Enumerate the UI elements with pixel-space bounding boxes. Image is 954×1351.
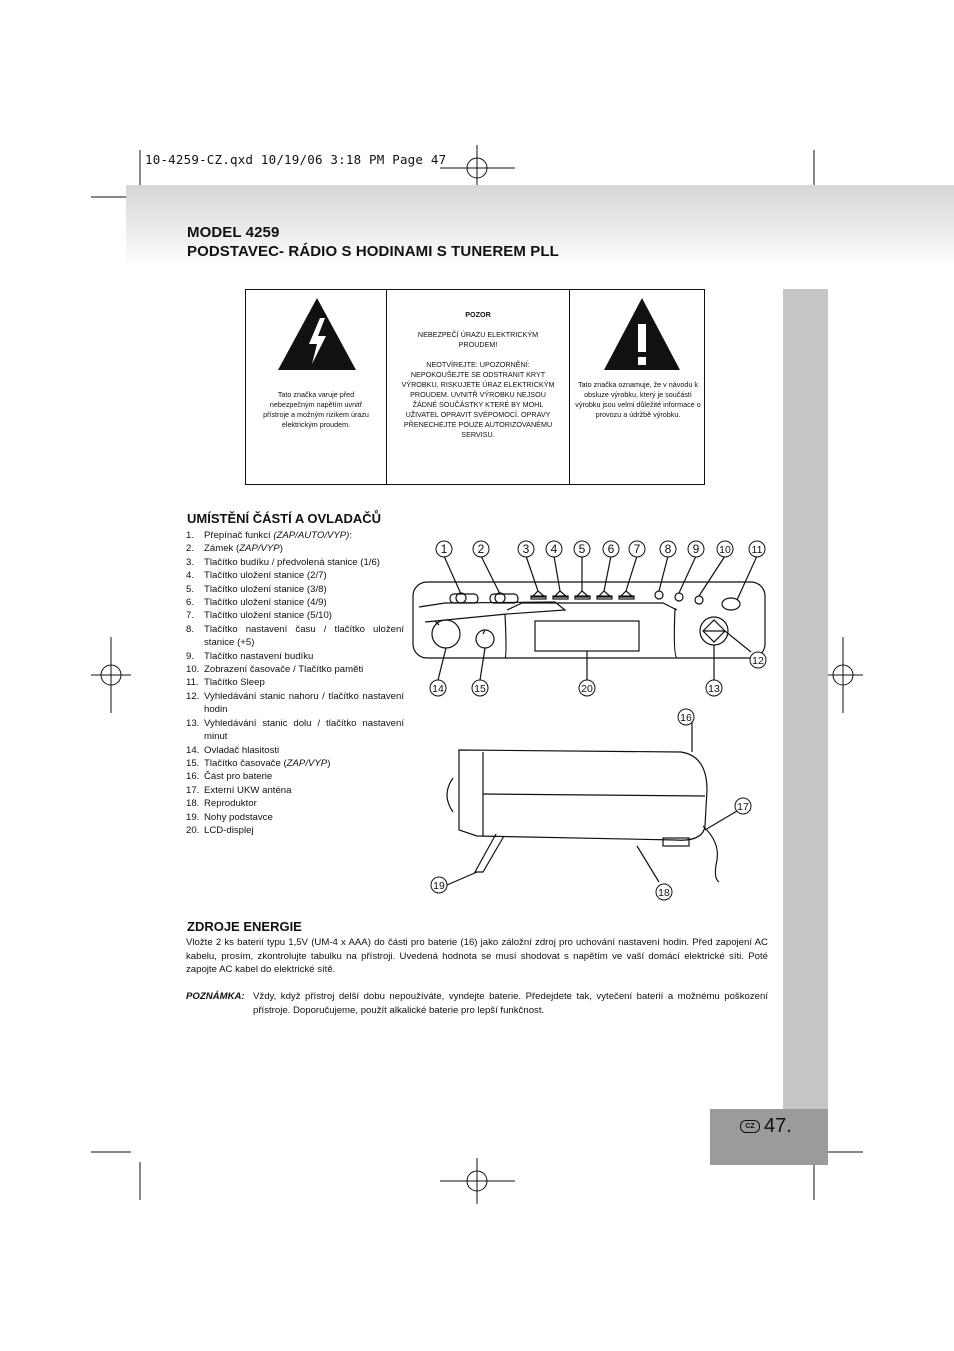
side-knob [447, 778, 453, 812]
list-item: 18. Reproduktor [186, 798, 257, 810]
list-item: 17. Externí UKW anténa [186, 784, 292, 796]
callout-label: 11 [751, 544, 763, 556]
list-item: 7. Tlačítko uložení stanice (5/10) [186, 610, 332, 622]
list-item-number: 11. [186, 677, 199, 689]
note-text: Vždy, když přístroj delší dobu nepoužíváte, vyndejte baterie. Předejdete tak, vytečení baterií a možnému poškození přístroje. Doporučujeme, použít alkalické baterie pro lepší funkčnost. [253, 991, 768, 1016]
file-slug: 10-4259-CZ.qxd 10/19/06 3:18 PM Page 47 [145, 152, 447, 167]
stand-leg [475, 834, 504, 872]
exclamation-triangle-icon [602, 296, 682, 372]
list-item: 4. Tlačítko uložení stanice (2/7) [186, 570, 327, 582]
list-item: 13. Vyhledávání stanic dolu / tlačítko nastavení minut [186, 717, 404, 743]
power-text: Vložte 2 ks baterií typu 1,5V (UM-4 x AAA) do části pro baterie (16) jako záložní zdroj pro uchování nastavení hodin. Před zapojení AC kabelu, prosím, zkontrolujte tabulku na přístroji. Uvedená hodnota se musí shodovat s napětím ve vaší domácí elektrické síti. Poté zapojte AC kabel do elektrické sítě. [186, 937, 768, 975]
timer-knob [476, 630, 494, 648]
callout-group [430, 541, 766, 900]
list-item-number: 9. [186, 650, 195, 662]
language-badge: CZ [740, 1120, 760, 1133]
shock-warning-text: Tato značka varuje před nebezpečným napětím uvnitř přístroje a možným rizikem úrazu elektrickým proudem. [263, 390, 369, 429]
attention-cell [570, 290, 705, 484]
shock-warning-cell [246, 290, 386, 484]
callout-label: 19 [433, 880, 445, 892]
radio-diagram [405, 530, 775, 908]
callout-label: 17 [737, 801, 749, 813]
callout-label: 15 [474, 683, 486, 695]
note-label: POZNÁMKA: [186, 991, 245, 1002]
list-item-number: 19. [186, 811, 200, 823]
callout-label: 7 [633, 542, 641, 556]
callout-label: 18 [658, 887, 670, 899]
attention-text: Tato značka oznamuje, že v návodu k obsluze výrobku, který je součástí výrobku jsou velmi důležité informace o provozu a údržbě výrobku. [575, 380, 701, 419]
callout-label: 4 [550, 542, 558, 556]
list-item: 20. LCD-displej [186, 824, 254, 836]
list-item-number: 8. [186, 623, 195, 635]
list-item-number: 5. [186, 583, 195, 595]
callout-label: 8 [664, 542, 672, 556]
list-item: 19. Nohy podstavce [186, 811, 273, 823]
callout-label: 12 [752, 655, 764, 667]
callout-label: 20 [581, 683, 593, 695]
list-item-number: 4. [186, 570, 195, 582]
callout-label: 6 [607, 542, 615, 556]
list-item-number: 14. [186, 744, 200, 756]
list-item: 11. Tlačítko Sleep [186, 677, 265, 689]
speaker-grille [663, 838, 689, 846]
caution-text-2: NEOTVÍREJTE: UPOZORNĚNÍ: NEPOKOUŠEJTE SE ODSTRANIT KRYT VÝROBKU, RISKUJETE ÚRAZ ELEKTRICKÝM PROUDEM. UVNITŘ VÝROBKU NEJSOU ŽÁDNÉ SOUČÁSTKY KTERÉ BY MOHL UŽIVATEL OPRAVIT SVÉPOMOCÍ. OPRAVY PŘENECHEJTE POUZE AUTORIZOVANÉMU SERVISU. [401, 360, 555, 439]
safety-warning-box [245, 289, 705, 485]
list-item: 5. Tlačítko uložení stanice (3/8) [186, 583, 327, 595]
list-item: 10. Zobrazení časovače / Tlačítko paměti [186, 664, 364, 676]
front-lower-panel [419, 602, 565, 622]
list-item-number: 2. [186, 543, 195, 555]
list-item-number: 6. [186, 597, 195, 609]
list-item-number: 20. [186, 824, 200, 836]
list-item-number: 18. [186, 798, 200, 810]
list-item: 2. Zámek (ZAP/VYP) [186, 543, 283, 555]
page-number [740, 1115, 792, 1138]
list-item: 9. Tlačítko nastavení budíku [186, 650, 314, 662]
model-title: MODEL 4259 [187, 224, 280, 241]
list-item: 8. Tlačítko nastavení času / tlačítko uložení stanice (+5) [186, 623, 404, 649]
caution-title: POZOR [465, 310, 491, 319]
list-item: 6. Tlačítko uložení stanice (4/9) [186, 597, 327, 609]
volume-knob [432, 620, 460, 648]
list-item-number: 12. [186, 690, 200, 702]
callout-label: 1 [440, 542, 448, 556]
callout-label: 10 [719, 544, 731, 556]
callout-label: 14 [432, 683, 444, 695]
list-item-number: 15. [186, 757, 200, 769]
lightning-triangle-icon [276, 296, 358, 372]
product-subtitle: PODSTAVEC- RÁDIO S HODINAMI S TUNEREM PLL [187, 243, 559, 260]
caution-text-1: NEBEZPEČÍ ÚRAZU ELEKTRICKÝM PROUDEM! [417, 330, 539, 349]
callout-label: 13 [708, 683, 720, 695]
callout-label: 5 [578, 542, 586, 556]
antenna-wire [703, 826, 719, 882]
callout-label: 3 [522, 542, 530, 556]
page-number-text: 47. [764, 1115, 792, 1137]
power-heading: ZDROJE ENERGIE [187, 919, 302, 934]
caution-cell [387, 290, 569, 484]
parts-heading: UMÍSTĚNÍ ČÁSTÍ A OVLADAČŮ [187, 511, 382, 526]
list-item-number: 3. [186, 556, 195, 568]
list-item-number: 13. [186, 717, 200, 729]
list-item: 1. Přepínač funkcí (ZAP/AUTO/VYP): [186, 530, 353, 541]
list-item: 12. Vyhledávání stanic nahoru / tlačítko nastavení hodin [186, 690, 404, 716]
list-item: 14. Ovladač hlasitosti [186, 744, 280, 756]
callout-label: 9 [692, 542, 700, 556]
list-item: 15. Tlačítko časovače (ZAP/VYP) [186, 757, 331, 769]
list-item: 3. Tlačítko budíku / předvolená stanice (1/6) [186, 556, 380, 568]
list-item-number: 17. [186, 784, 200, 796]
list-item-number: 1. [186, 530, 195, 541]
callout-label: 16 [680, 712, 692, 724]
list-item-number: 10. [186, 664, 200, 676]
note-block [186, 990, 768, 1017]
parts-list [186, 529, 404, 837]
callout-label: 2 [477, 542, 485, 556]
side-bar [783, 289, 828, 1165]
list-item-number: 16. [186, 771, 200, 783]
list-item-number: 7. [186, 610, 195, 622]
list-item: 16. Část pro baterie [186, 771, 273, 783]
lcd-window [535, 621, 639, 651]
